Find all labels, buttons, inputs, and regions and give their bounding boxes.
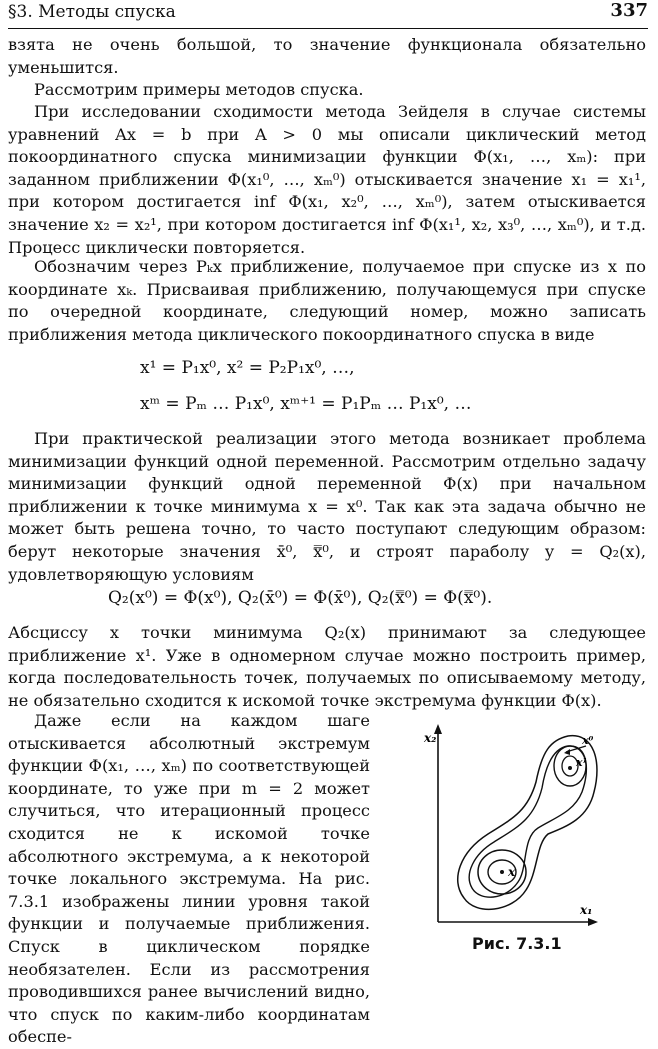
running-header — [8, 0, 648, 29]
paragraph-5: При практической реализации этого метода возникает проблема минимизации функций одной переменной. Рассмотрим отдельно задачу минимизации функций одной переменной Φ(x) при начальном приближении к точке минимума x = x⁰. Так как эта задача обычно не может быть решена точно, то часто поступают следующим образом: берут некоторые значения x̄⁰, x̿⁰, и строят параболу y = Q₂(x), удовлетворяющую условиям — [8, 429, 646, 584]
level-lines-figure — [418, 722, 598, 932]
point-global-minimum — [568, 766, 572, 770]
descent-arrow-icon — [564, 749, 570, 755]
paragraph-6: Абсциссу x точки минимума Q₂(x) принимают за следующее приближение x¹. Уже в одномерном случае можно построить пример, когда последовательность точек, получаемых по описываемому методу, не обязательно сходится к искомой точке экстремума функции Φ(x). — [8, 623, 646, 710]
axis-x-label: x₁ — [580, 903, 593, 917]
paragraph-1: взята не очень большой, то значение функционала обязательно уменьшится. — [8, 35, 646, 77]
page-number: 337 — [610, 0, 648, 21]
paragraph-3: При исследовании сходимости метода Зейделя в случае системы уравнений Ax = b при A > 0 мы описали циклический метод покоординатного спуска минимизации функции Φ(x₁, …, xₘ): при заданном приближении Φ(x₁⁰, …, xₘ⁰) отыскивается значение x₁ = x₁¹, при котором достигается inf Φ(x₁, x₂⁰, …, xₘ⁰), затем отыскивается значение x₂ = x₂¹, при котором достигается inf Φ(x₁¹, x₂, x₃⁰, …, xₘ⁰), и т.д. Процесс циклически повторяется. — [8, 102, 646, 257]
axis-x-arrow-icon — [588, 918, 598, 926]
equation-1-line-2: xᵐ = Pₘ … P₁x⁰, xᵐ⁺¹ = P₁Pₘ … P₁x⁰, … — [140, 394, 472, 414]
label-x1: x¹ — [576, 756, 588, 769]
equation-2: Q₂(x⁰) = Φ(x⁰), Q₂(x̄⁰) = Φ(x̄⁰), Q₂(x̿⁰) = Φ(x̿⁰). — [108, 588, 493, 608]
axis-y-label: x₂ — [424, 731, 437, 745]
section-title: §3. Методы спуска — [8, 2, 176, 22]
paragraph-2: Рассмотрим примеры методов спуска. — [34, 80, 364, 99]
figure-caption: Рис. 7.3.1 — [472, 934, 562, 953]
equation-1-line-1: x¹ = P₁x⁰, x² = P₂P₁x⁰, …, — [140, 358, 355, 378]
label-x0: x⁰ — [582, 734, 594, 747]
paragraph-4: Обозначим через Pₖx приближение, получаемое при спуске из x по координате xₖ. Присваивая приближению, получающемуся при спуске по очередной координате, следующий номер, можно записать приближения метода циклического покоординатного спуска в виде — [8, 257, 646, 344]
point-local-minimum — [500, 870, 504, 874]
label-x: x — [508, 865, 516, 879]
paragraph-7: Даже если на каждом шаге отыскивается абсолютный экстремум функции Φ(x₁, …, xₘ) по соответствующей координате, то уже при m = 2 может случиться, что итерационный процесс сходится не к искомой точке абсолютного экстремума, а к некоторой точке локального экстремума. На рис. 7.3.1 изображены линии уровня такой функции и получаемые приближения. Спуск в циклическом порядке необязателен. Если из рассмотрения проводившихся ранее вычислений видно, что спуск по каким-либо координатам обеспе- — [8, 711, 370, 1047]
